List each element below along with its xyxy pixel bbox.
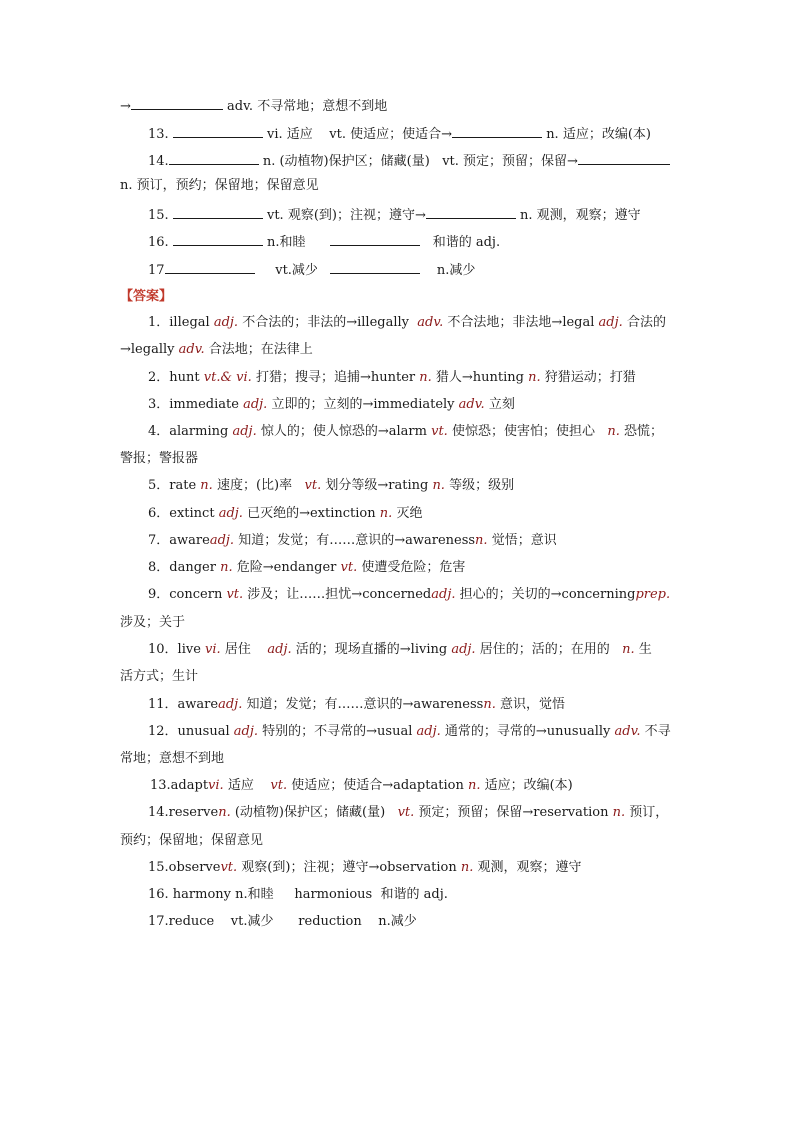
- answer-blank[interactable]: [330, 260, 420, 274]
- answer-15: 15.observevt. 观察(到)；注视；遵守→observation n. 观测，观察；遵守: [148, 860, 582, 875]
- answer-10-cont: 活方式；生计: [120, 669, 199, 684]
- answer-14-cont: 预约；保留地；保留意见: [120, 833, 264, 848]
- answer-blank[interactable]: [173, 205, 263, 219]
- answer-blank[interactable]: [173, 232, 263, 246]
- answer-11: 11．awareadj. 知道；发觉；有……意识的→awarenessn. 意识，觉悟: [148, 697, 565, 712]
- answer-blank[interactable]: [452, 124, 542, 138]
- answer-2: 2．hunt vt.& vi. 打猎；搜寻；追捕→hunter n. 猎人→hunting n. 狩猎运动；打猎: [148, 370, 636, 385]
- question-13: 13. vi. 适应 vt. 使适应；使适合→ n. 适应；改编(本): [148, 124, 651, 144]
- answer-12-cont: 常地；意想不到地: [120, 751, 225, 766]
- answer-14: 14.reserven. (动植物)保护区；储藏(量) vt. 预定；预留；保留→reservation n. 预订，: [148, 805, 669, 820]
- answer-6: 6．extinct adj. 已灭绝的→extinction n. 灭绝: [148, 506, 423, 521]
- answer-1-cont: →legally adv. 合法地；在法律上: [120, 342, 313, 357]
- answer-blank[interactable]: [131, 96, 223, 110]
- answer-3: 3．immediate adj. 立即的；立刻的→immediately adv. 立刻: [148, 397, 515, 412]
- question-17: 17 vt.减少 n.减少: [148, 260, 475, 280]
- question-14-cont: n. 预订，预约；保留地；保留意见: [120, 178, 319, 193]
- answer-4: 4．alarming adj. 惊人的；使人惊恐的→alarm vt. 使惊恐；使害怕；使担心 n. 恐慌；: [148, 424, 664, 439]
- answer-7: 7．awareadj. 知道；发觉；有……意识的→awarenessn. 觉悟；意识: [148, 533, 557, 548]
- answer-9: 9．concern vt. 涉及；让……担忧→concernedadj. 担心的；关切的→concerningprep.: [148, 587, 671, 602]
- answer-13: 13.adaptvi. 适应 vt. 使适应；使适合→adaptation n. 适应；改编(本): [150, 778, 573, 793]
- answer-1: 1．illegal adj. 不合法的；非法的→illegally adv. 不合法地；非法地→legal adj. 合法的: [148, 315, 666, 330]
- question-15: 15. vt. 观察(到)；注视；遵守→ n. 观测，观察；遵守: [148, 205, 641, 225]
- answer-9-cont: 涉及；关于: [120, 615, 186, 630]
- answer-4-cont: 警报；警报器: [120, 451, 199, 466]
- answer-16: 16. harmony n.和睦 harmonious 和谐的 adj.: [148, 887, 448, 902]
- answer-blank[interactable]: [165, 260, 255, 274]
- answer-blank[interactable]: [330, 232, 420, 246]
- answer-blank[interactable]: [169, 151, 259, 165]
- question-16: 16. n.和睦 和谐的 adj.: [148, 232, 500, 252]
- answer-blank[interactable]: [426, 205, 516, 219]
- answer-10: 10．live vi. 居住 adj. 活的；现场直播的→living adj. 居住的；活的；在用的 n. 生: [148, 642, 652, 657]
- answer-12: 12．unusual adj. 特别的；不寻常的→usual adj. 通常的；寻常的→unusually adv. 不寻: [148, 724, 671, 739]
- answer-blank[interactable]: [578, 151, 670, 165]
- question-12-tail: → adv. 不寻常地；意想不到地: [120, 96, 387, 116]
- answer-blank[interactable]: [173, 124, 263, 138]
- answers-heading: 【答案】: [120, 289, 173, 304]
- question-14: 14. n. (动植物)保护区；储藏(量) vt. 预定；预留；保留→: [148, 151, 670, 171]
- answer-5: 5．rate n. 速度；(比)率 vt. 划分等级→rating n. 等级；级别: [148, 478, 515, 493]
- answer-17: 17.reduce vt.减少 reduction n.减少: [148, 914, 417, 929]
- answer-8: 8．danger n. 危险→endanger vt. 使遭受危险；危害: [148, 560, 466, 575]
